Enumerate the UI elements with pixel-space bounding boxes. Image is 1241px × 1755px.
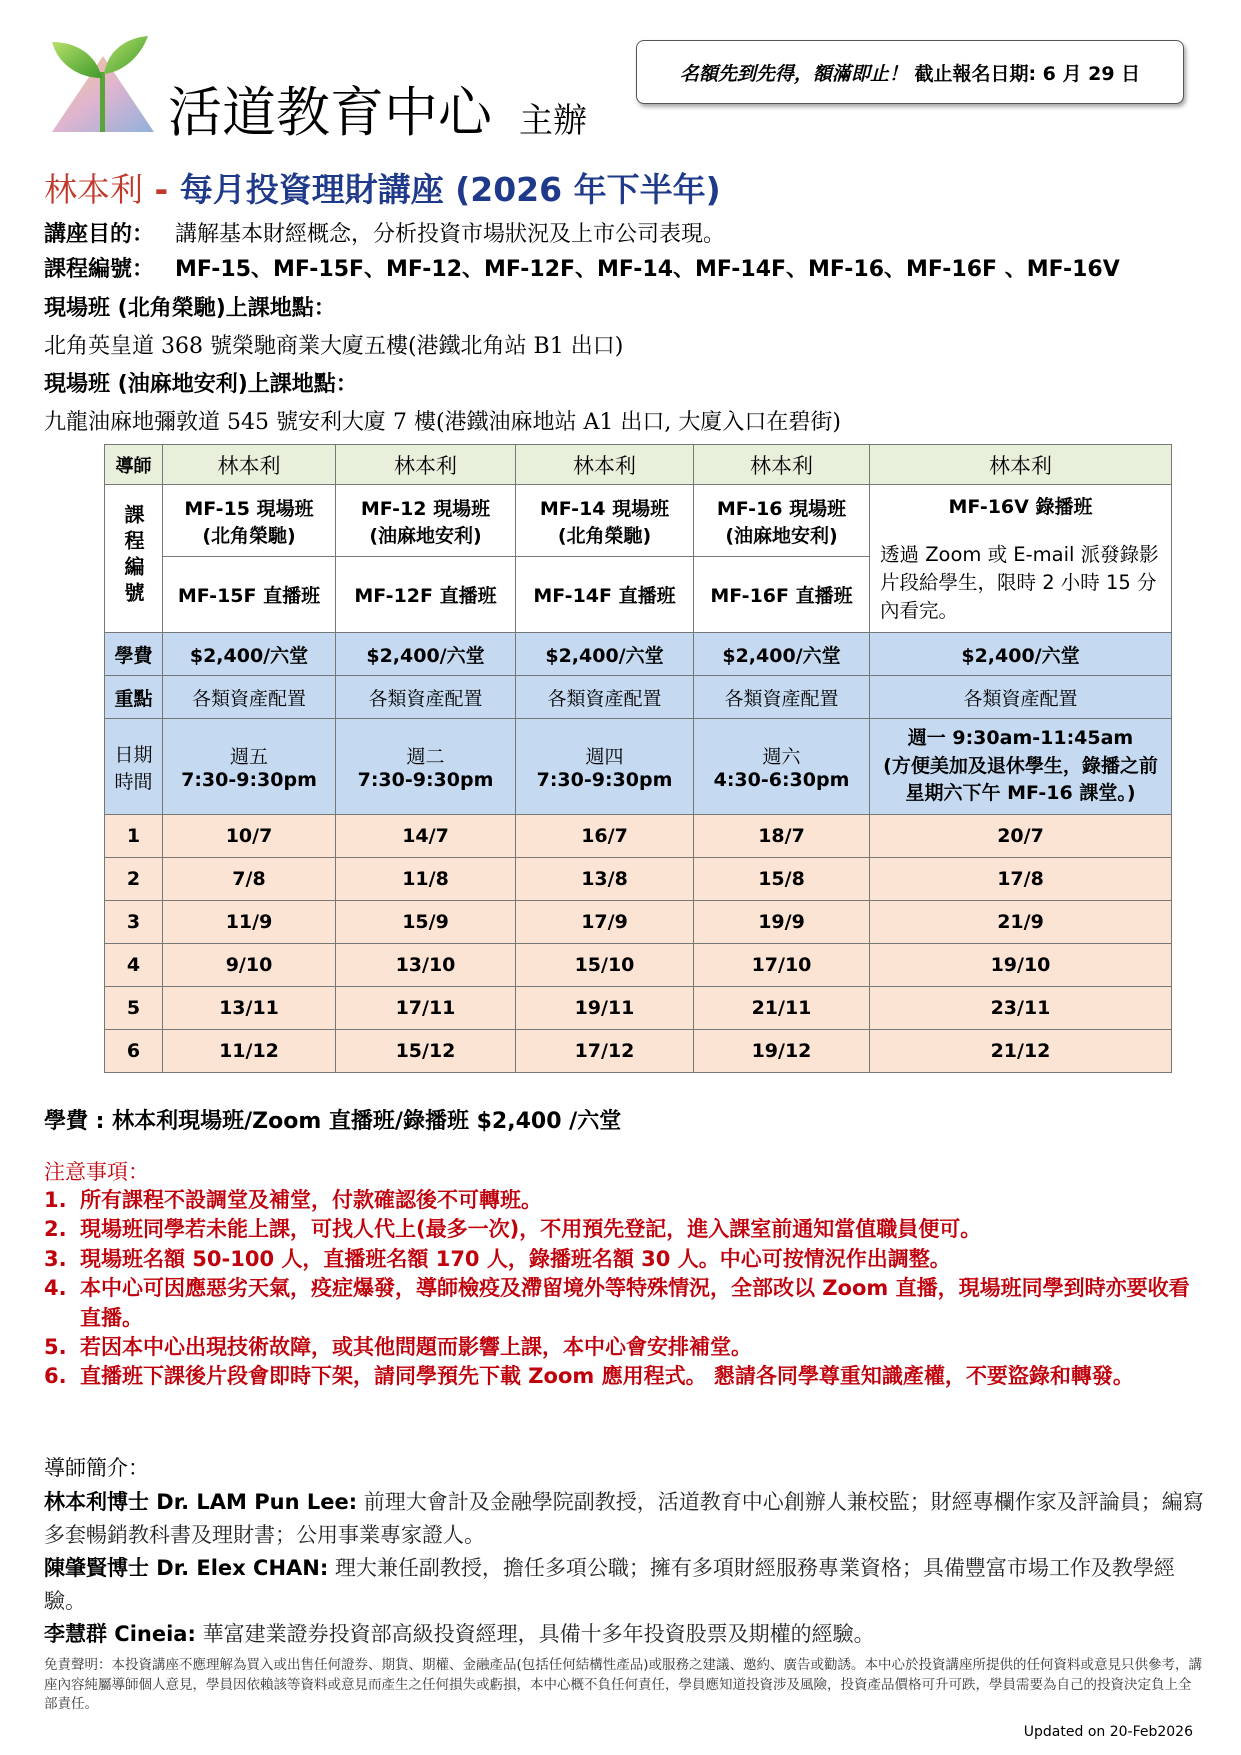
course-code-vertical-label: 課程編號: [105, 485, 163, 633]
notes-item: 1. 所有課程不設調堂及補堂，付款確認後不可轉班。: [44, 1188, 542, 1212]
session-date: 11/12: [163, 1030, 336, 1073]
datetime-row: [105, 719, 1172, 815]
onsite-class-cell: MF-14 現場班 (北角榮馳): [516, 485, 694, 557]
tutor-cell: 林本利: [336, 445, 516, 485]
session-date: 19/10: [870, 944, 1172, 987]
session-date: 11/9: [163, 901, 336, 944]
session-number: 6: [105, 1030, 163, 1073]
focus-cell: 各類資產配置: [694, 676, 870, 719]
recorded-datetime-cell: 週一 9:30am-11:45am (方便美加及退休學生，錄播之前星期六下午 MF-16 課堂。): [870, 719, 1172, 815]
live-class-cell: MF-15F 直播班: [163, 557, 336, 633]
org-logo: [48, 34, 158, 134]
datetime-cell: 週五 7:30-9:30pm: [163, 719, 336, 815]
venue2-label: 現場班 (油麻地安利)上課地點：: [44, 372, 358, 397]
session-date: 11/8: [336, 858, 516, 901]
focus-cell: 各類資產配置: [336, 676, 516, 719]
live-class-cell: MF-14F 直播班: [516, 557, 694, 633]
notes-item: 6. 直播班下課後片段會即時下架，請同學預先下載 Zoom 應用程式。 懇請各同學尊重知識產權，不要盜錄和轉發。: [44, 1364, 1134, 1389]
session-row: [105, 901, 1172, 944]
purpose-line: [44, 222, 725, 248]
session-date: 21/9: [870, 901, 1172, 944]
focus-row: [105, 676, 1172, 719]
bio-text: 華富建業證券投資部高級投資經理，具備十多年投資股票及期權的經驗。: [195, 1622, 875, 1646]
bio-item: [44, 1486, 1204, 1551]
live-class-cell: MF-16F 直播班: [694, 557, 870, 633]
datetime-cell: 週二 7:30-9:30pm: [336, 719, 516, 815]
session-number: 2: [105, 858, 163, 901]
tutor-cell: 林本利: [870, 445, 1172, 485]
session-date: 18/7: [694, 815, 870, 858]
session-row: [105, 987, 1172, 1030]
session-date: 17/10: [694, 944, 870, 987]
course-code-line: [44, 257, 1120, 283]
session-date: 17/12: [516, 1030, 694, 1073]
notes-title: 注意事項：: [44, 1160, 149, 1184]
live-class-cell: MF-12F 直播班: [336, 557, 516, 633]
session-date: 10/7: [163, 815, 336, 858]
session-date: 13/11: [163, 987, 336, 1030]
bio-item: [44, 1552, 1204, 1617]
onsite-class-cell: MF-16 現場班 (油麻地安利): [694, 485, 870, 557]
bio-item: [44, 1618, 1204, 1651]
course-code-label: 課程編號：: [44, 257, 155, 282]
session-row: [105, 944, 1172, 987]
notes-item: 5. 若因本中心出現技術故障，或其他問題而影響上課，本中心會安排補堂。: [44, 1334, 752, 1359]
session-date: 15/8: [694, 858, 870, 901]
bio-text: 前理大會計及金融學院副教授，活道教育中心創辦人兼校監；財經專欄作家及評論員；編寫多套暢銷教科書及理財書；公用事業專家證人。: [44, 1490, 1204, 1547]
session-date: 13/10: [336, 944, 516, 987]
fee-cell: $2,400/六堂: [336, 633, 516, 676]
session-date: 19/11: [516, 987, 694, 1030]
session-date: 19/12: [694, 1030, 870, 1073]
purpose-text: 講解基本財經概念，分析投資市場狀況及上市公司表現。: [175, 222, 726, 247]
session-date: 19/9: [694, 901, 870, 944]
notes-item: 2. 現場班同學若未能上課，可找人代上(最多一次)，不用預先登記，進入課室前通知當值職員便可。: [44, 1217, 982, 1242]
onsite-class-cell: MF-15 現場班 (北角榮馳): [163, 485, 336, 557]
fee-cell: $2,400/六堂: [870, 633, 1172, 676]
focus-cell: 各類資產配置: [163, 676, 336, 719]
tutor-cell: 林本利: [516, 445, 694, 485]
notes-item: 4. 本中心可因應惡劣天氣，疫症爆發，導師檢疫及滯留境外等特殊情況，全部改以 Zoom 直播，現場班同學到時亦要收看直播。: [44, 1276, 1190, 1330]
bio-name: 陳肇賢博士 Dr. Elex CHAN:: [44, 1556, 329, 1580]
bio-text: 理大兼任副教授，擔任多項公職；擁有多項財經服務專業資格；具備豐富市場工作及教學經驗。: [44, 1556, 1175, 1613]
session-date: 16/7: [516, 815, 694, 858]
session-date: 15/9: [336, 901, 516, 944]
session-number: 3: [105, 901, 163, 944]
focus-cell: 各類資產配置: [870, 676, 1172, 719]
session-date: 21/11: [694, 987, 870, 1030]
bio-name: 李慧群 Cineia:: [44, 1622, 196, 1646]
fee-label: 學費: [105, 633, 163, 676]
notes-item: 3. 現場班名額 50-100 人，直播班名額 170 人，錄播班名額 30 人。中心可按情況作出調整。: [44, 1246, 951, 1271]
datetime-cell: 週四 7:30-9:30pm: [516, 719, 694, 815]
session-date: 14/7: [336, 815, 516, 858]
session-date: 9/10: [163, 944, 336, 987]
bios-title: 導師簡介：: [44, 1456, 149, 1480]
recorded-class-code: MF-16V 錄播班: [948, 495, 1093, 518]
onsite-class-cell: MF-12 現場班 (油麻地安利): [336, 485, 516, 557]
tutor-row: [105, 445, 1172, 485]
tutor-cell: 林本利: [163, 445, 336, 485]
session-date: 17/11: [336, 987, 516, 1030]
fee-cell: $2,400/六堂: [516, 633, 694, 676]
notice-deadline: 截止報名日期: 6 月 29 日: [914, 62, 1141, 85]
session-date: 7/8: [163, 858, 336, 901]
tutor-cell: 林本利: [694, 445, 870, 485]
tutor-label: 導師: [105, 445, 163, 485]
session-row: [105, 815, 1172, 858]
session-row: [105, 858, 1172, 901]
recorded-class-desc: 透過 Zoom 或 E-mail 派發錄影片段給學生，限時 2 小時 15 分內看完。: [880, 542, 1159, 623]
session-date: 20/7: [870, 815, 1172, 858]
purpose-label: 講座目的：: [44, 222, 155, 247]
session-date: 15/12: [336, 1030, 516, 1073]
schedule-table: [104, 444, 1172, 1073]
title-series: 每月投資理財講座 (2026 年下半年): [179, 170, 721, 209]
notice-first-come: 名額先到先得，額滿即止！: [679, 62, 908, 85]
session-row: [105, 1030, 1172, 1073]
fee-summary: 學費 : 林本利現場班/Zoom 直播班/錄播班 $2,400 /六堂: [44, 1109, 622, 1134]
updated-date: Updated on 20-Feb2026: [1023, 1724, 1193, 1740]
focus-cell: 各類資產配置: [516, 676, 694, 719]
venue2-address: 九龍油麻地彌敦道 545 號安利大廈 7 樓(港鐵油麻地站 A1 出口, 大廈入口在碧街): [44, 410, 841, 435]
session-date: 17/9: [516, 901, 694, 944]
venue1-address: 北角英皇道 368 號榮馳商業大廈五樓(港鐵北角站 B1 出口): [44, 334, 624, 359]
datetime-cell: 週六 4:30-6:30pm: [694, 719, 870, 815]
onsite-code-row: [105, 485, 1172, 557]
course-code-text: MF-15、MF-15F、MF-12、MF-12F、MF-14、MF-14F、MF-16、MF-16F 、MF-16V: [175, 257, 1120, 282]
venue1-label: 現場班 (北角榮馳)上課地點：: [44, 296, 336, 321]
datetime-label: 日期 時間: [105, 719, 163, 815]
session-date: 21/12: [870, 1030, 1172, 1073]
page-title: [44, 170, 721, 210]
notes-list: [44, 1186, 1204, 1392]
session-date: 15/10: [516, 944, 694, 987]
registration-notice: [636, 40, 1184, 104]
title-dash: -: [143, 170, 180, 209]
disclaimer: 免責聲明：本投資講座不應理解為買入或出售任何證券、期貨、期權、金融產品(包括任何結構性產品)或服務之建議、邀約、廣告或勸誘。本中心於投資講座所提供的任何資料或意見只供參考，講座內容純屬導師個人意見，學員因依賴該等資料或意見而產生之任何損失或虧損，本中心概不負任何責任，學員應知道投資涉及風險，投資產品價格可升可跌，學員需要為自己的投資決定負上全部責任。: [44, 1657, 1203, 1713]
session-date: 13/8: [516, 858, 694, 901]
org-name: 活道教育中心: [168, 81, 492, 144]
session-number: 5: [105, 987, 163, 1030]
fee-cell: $2,400/六堂: [694, 633, 870, 676]
session-date: 17/8: [870, 858, 1172, 901]
fee-row: [105, 633, 1172, 676]
focus-label: 重點: [105, 676, 163, 719]
session-number: 4: [105, 944, 163, 987]
recorded-class-cell: [870, 485, 1172, 633]
org-suffix: 主辦: [519, 101, 587, 141]
bio-name: 林本利博士 Dr. LAM Pun Lee:: [44, 1490, 358, 1514]
title-speaker: 林本利: [44, 170, 143, 209]
session-date: 23/11: [870, 987, 1172, 1030]
fee-cell: $2,400/六堂: [163, 633, 336, 676]
session-number: 1: [105, 815, 163, 858]
